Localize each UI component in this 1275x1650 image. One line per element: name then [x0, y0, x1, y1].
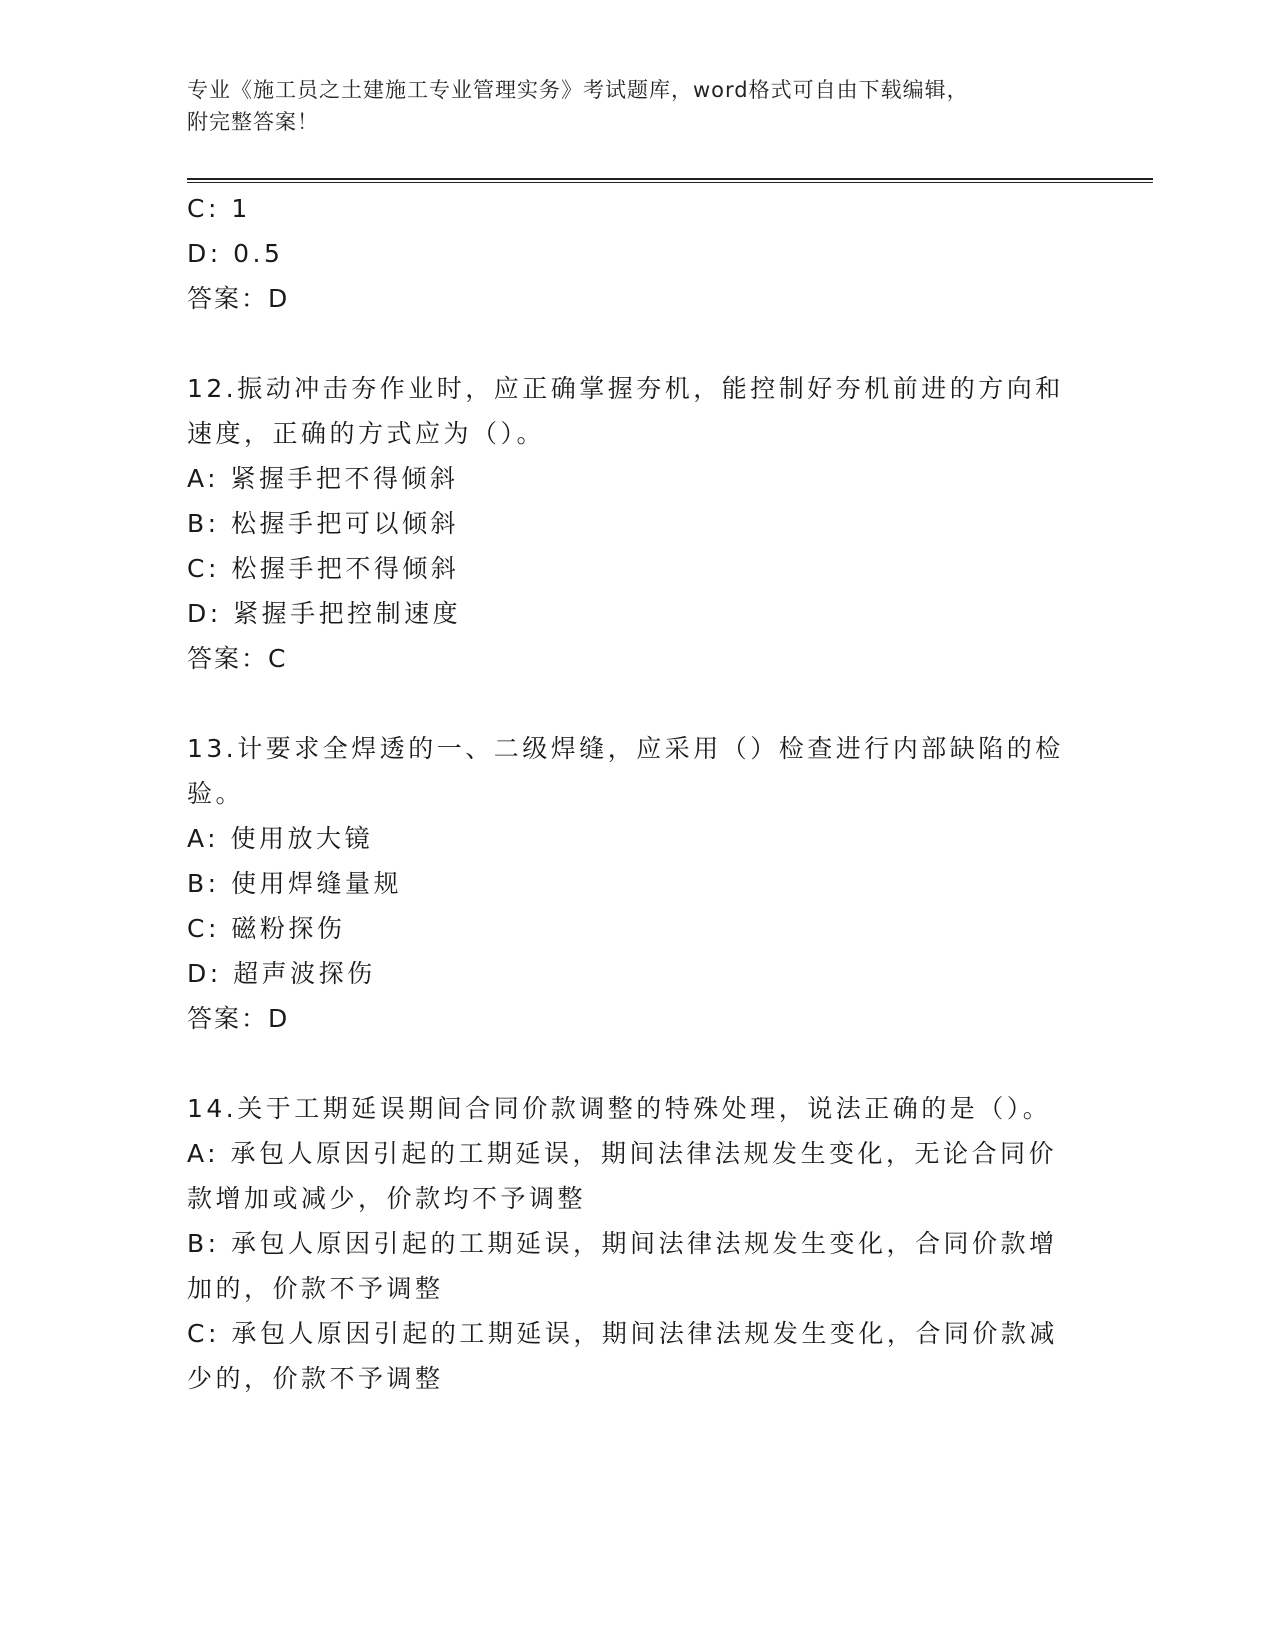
q13-answer: 答案：D: [187, 1004, 290, 1033]
header-line-1: 专业《施工员之土建施工专业管理实务》考试题库，word格式可自由下载编辑，: [187, 78, 969, 102]
document-header: [187, 74, 1067, 138]
prev-option-c: C: 1: [187, 194, 251, 223]
q13-option-c: C: 磁粉探伤: [187, 914, 346, 943]
q13-stem-line-1: 13.计要求全焊透的一、二级焊缝，应采用（）检查进行内部缺陷的检: [187, 734, 1064, 763]
header-line-2: 附完整答案！: [187, 110, 319, 134]
q14-option-c-line-2: 少的，价款不予调整: [187, 1364, 444, 1393]
q12-option-d: D: 紧握手把控制速度: [187, 599, 462, 628]
q12-option-a: A: 紧握手把不得倾斜: [187, 464, 459, 493]
q12-option-c: C: 松握手把不得倾斜: [187, 554, 460, 583]
prev-option-d: D: 0.5: [187, 239, 284, 268]
header-divider-thick: [187, 178, 1153, 180]
q12-stem-line-1: 12.振动冲击夯作业时，应正确掌握夯机，能控制好夯机前进的方向和: [187, 374, 1064, 403]
q14-option-a-line-2: 款增加或减少，价款均不予调整: [187, 1184, 587, 1213]
q13-option-d: D: 超声波探伤: [187, 959, 376, 988]
prev-answer: 答案：D: [187, 284, 290, 313]
q12-stem-line-2: 速度，正确的方式应为（）。: [187, 419, 546, 448]
q14-option-c-line-1: C: 承包人原因引起的工期延误，期间法律法规发生变化，合同价款减: [187, 1319, 1058, 1348]
q14-option-a-line-1: A: 承包人原因引起的工期延误，期间法律法规发生变化，无论合同价: [187, 1139, 1058, 1168]
header-divider-thin: [187, 182, 1153, 183]
q14-option-b-line-1: B: 承包人原因引起的工期延误，期间法律法规发生变化，合同价款增: [187, 1229, 1058, 1258]
q14-stem-line-1: 14.关于工期延误期间合同价款调整的特殊处理，说法正确的是（）。: [187, 1094, 1052, 1123]
q13-stem-line-2: 验。: [187, 779, 245, 808]
q12-answer: 答案：C: [187, 644, 288, 673]
q13-option-a: A: 使用放大镜: [187, 824, 374, 853]
q12-option-b: B: 松握手把可以倾斜: [187, 509, 460, 538]
q13-option-b: B: 使用焊缝量规: [187, 869, 403, 898]
q14-option-b-line-2: 加的，价款不予调整: [187, 1274, 444, 1303]
